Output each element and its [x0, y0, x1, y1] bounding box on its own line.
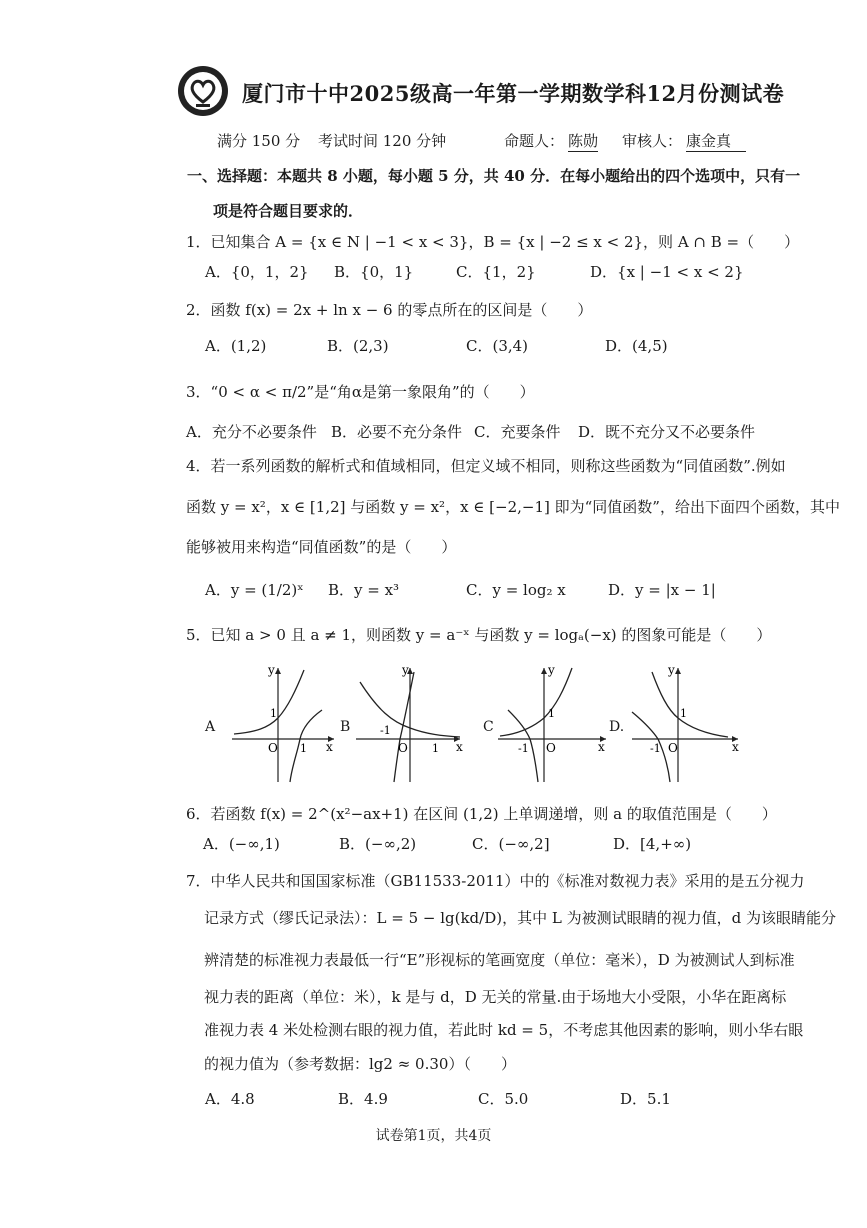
q4-line3: 能够被用来构造“同值函数”的是（ ）: [186, 538, 457, 556]
q6-option-c: C．(−∞,2]: [472, 835, 550, 853]
q1-option-d: D．{x | −1 < x < 2}: [590, 263, 744, 281]
axis-x-label: x: [732, 740, 739, 754]
tick-neg-one: -1: [518, 742, 529, 755]
q7-option-d: D．5.1: [620, 1090, 671, 1108]
reviewer-name: 康金真: [686, 131, 746, 152]
tick-neg-one: -1: [380, 724, 391, 737]
tick-neg-one: -1: [650, 742, 661, 755]
q2-option-b: B．(2,3): [327, 337, 389, 355]
school-logo-icon: [176, 64, 230, 118]
q4-line2: 函数 y = x²，x ∈ [1,2] 与函数 y = x²，x ∈ [−2,−1] 即为“同值函数”，给出下面四个函数，其中: [186, 498, 840, 516]
q2-option-a: A．(1,2): [205, 337, 267, 355]
axis-y-label: y: [548, 663, 555, 677]
q7-line4: 视力表的距离（单位：米），k 是与 d，D 无关的常量.由于场地大小受限，小华在距离标: [204, 988, 787, 1006]
tick-one-y: 1: [548, 707, 555, 720]
tick-one-x: 1: [300, 742, 307, 755]
q3-option-b: B．必要不充分条件: [331, 423, 463, 441]
q3-option-d: D．既不充分又不必要条件: [578, 423, 756, 441]
q2-option-d: D．(4,5): [605, 337, 668, 355]
tick-one-y: 1: [270, 707, 277, 720]
q6-option-b: B．(−∞,2): [339, 835, 417, 853]
q6-stem: 6．若函数 f(x) = 2^(x²−ax+1) 在区间 (1,2) 上单调递增，则 a 的取值范围是（ ）: [186, 805, 777, 823]
q7-line1: 7．中华人民共和国国家标准（GB11533-2011）中的《标准对数视力表》采用的是五分视力: [186, 872, 805, 890]
tick-one-y: 1: [680, 707, 687, 720]
q6-option-d: D．[4,+∞): [613, 835, 692, 853]
q1-stem: 1．已知集合 A = {x ∈ N | −1 < x < 3}，B = {x | −2 ≤ x < 2}，则 A ∩ B =（ ）: [186, 233, 800, 251]
q7-option-c: C．5.0: [478, 1090, 529, 1108]
q5-option-c-label: C: [483, 719, 494, 735]
q3-option-c: C．充要条件: [474, 423, 561, 441]
q2-stem: 2．函数 f(x) = 2x + ln x − 6 的零点所在的区间是（ ）: [186, 301, 593, 319]
page-footer: 试卷第1页，共4页: [375, 1128, 492, 1144]
q7-option-a: A．4.8: [205, 1090, 255, 1108]
origin-label: O: [546, 741, 556, 755]
q5-stem: 5．已知 a > 0 且 a ≠ 1，则函数 y = a⁻ˣ 与函数 y = logₐ(−x) 的图象可能是（ ）: [186, 626, 772, 644]
q4-option-b: B．y = x³: [328, 581, 400, 599]
q5-graph-c: [494, 662, 614, 786]
section1-heading-line1: 一、选择题：本题共 8 小题，每小题 5 分，共 40 分．在每小题给出的四个选项中，只有一: [187, 167, 801, 185]
q1-option-a: A．{0，1，2}: [205, 263, 309, 281]
q5-graph-a: [228, 662, 351, 786]
q4-option-d: D．y = |x − 1|: [608, 581, 716, 599]
axis-x-label: x: [456, 740, 463, 754]
q5-graph-d: [628, 662, 748, 786]
axis-x-label: x: [326, 740, 333, 754]
q7-line3: 辨清楚的标准视力表最低一行“E”形视标的笔画宽度（单位：毫米），D 为被测试人到标准: [204, 951, 795, 969]
q7-option-b: B．4.9: [338, 1090, 388, 1108]
q4-option-c: C．y = log₂ x: [466, 581, 566, 599]
q1-option-c: C．{1，2}: [456, 263, 536, 281]
origin-label: O: [268, 741, 278, 755]
q5-option-a-label: A: [205, 719, 216, 735]
setter-name: 陈勋: [568, 132, 599, 150]
q1-option-b: B．{0，1}: [334, 263, 414, 281]
q3-stem: 3．“0 < α < π/2”是“角α是第一象限角”的（ ）: [186, 383, 535, 401]
q5-graph-b: [352, 662, 472, 786]
exam-time: 考试时间 120 分钟: [318, 132, 447, 150]
q7-line2: 记录方式（缪氏记录法）：L = 5 − lg(kd/D)，其中 L 为被测试眼睛的视力值，d 为该眼睛能分: [204, 909, 836, 927]
axis-y-label: y: [402, 663, 409, 677]
axis-y-label: y: [668, 663, 675, 677]
origin-label: O: [668, 741, 678, 755]
axis-x-label: x: [598, 740, 605, 754]
tick-one-x: 1: [432, 742, 439, 755]
q7-line6: 的视力值为（参考数据：lg2 ≈ 0.30）（ ）: [204, 1055, 516, 1073]
q5-option-b-label: B: [340, 719, 351, 735]
q5-option-d-label: D.: [609, 719, 625, 735]
section1-heading-line2: 项是符合题目要求的．: [213, 202, 364, 220]
reviewer-label: 审核人：: [622, 132, 683, 150]
origin-label: O: [398, 741, 408, 755]
setter-label: 命题人：: [504, 132, 565, 150]
q3-option-a: A．充分不必要条件: [186, 423, 317, 441]
axis-y-label: y: [268, 663, 275, 677]
q4-option-a: A．y = (1/2)ˣ: [205, 581, 304, 599]
q4-line1: 4．若一系列函数的解析式和值域相同，但定义域不相同，则称这些函数为“同值函数”.例如: [186, 457, 786, 475]
q6-option-a: A．(−∞,1): [203, 835, 280, 853]
exam-title: 厦门市十中2025级高一年第一学期数学科12月份测试卷: [242, 81, 785, 106]
q2-option-c: C．(3,4): [466, 337, 529, 355]
q7-line5: 准视力表 4 米处检测右眼的视力值，若此时 kd = 5，不考虑其他因素的影响，则小华右眼: [204, 1021, 804, 1039]
full-score: 满分 150 分: [217, 132, 301, 150]
